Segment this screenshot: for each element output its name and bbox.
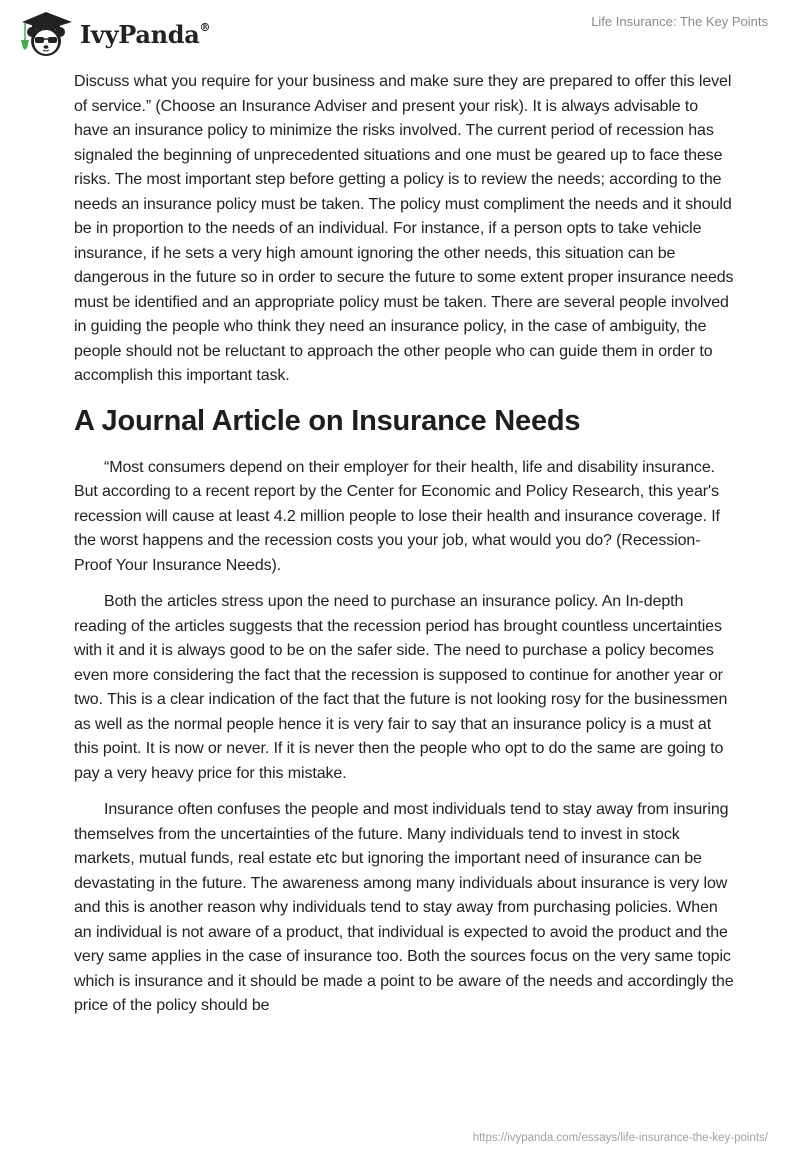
source-url[interactable]: https://ivypanda.com/essays/life-insurance-the-key-points/: [472, 1132, 768, 1144]
paragraph: “Most consumers depend on their employer for their health, life and disability insurance. But according to a recent report by the Center for Economic and Policy Research, this year's recession will cause at least 4.2 million people to lose their health and insurance coverage. If the worst happens and the recession costs you your job, what would you do? (Recession- Proof Your Insurance Needs).: [74, 458, 720, 574]
paragraph: Insurance often confuses the people and most individuals tend to stay away from insuring themselves from the uncertainties of the future. Many individuals tend to invest in stock markets, mutual funds, real estate etc but ignoring the important need of insurance can be devastating in the future. The awareness among many individuals about insurance is very low and this is another reason why individuals tend to stay away from purchasing policies. When an individual is not aware of a product, that individual is expected to avoid the product and the very same applies in the case of insurance too. Both the sources focus on the very same topic which is insurance and it should be made a point to be aware of the needs and accordingly the price of the policy should be: [74, 801, 734, 1014]
paragraph: Discuss what you require for your business and make sure they are prepared to offer this level of service.” (Choose an Insurance Adviser and present your risk). It is always advisable to have an insurance policy to minimize the risks involved. The current period of recession has signaled the beginning of unprecedented situations and one must be geared up to face these risks. The most important step before getting a policy is to review the needs; according to the needs an insurance policy must be taken. The policy must compliment the needs and it should be in proportion to the needs of an individual. For instance, if a person opts to take vehicle insurance, if he sets a very high amount ignoring the other needs, this situation can be dangerous in the future so in order to secure the future to some extent proper insurance needs must be identified and an appropriate policy must be taken. There are several people involved in guiding the people who think they need an insurance policy, in the case of ambiguity, the people should not be reluctant to approach the other people who can guide them in order to accomplish this important task.: [74, 73, 734, 384]
paragraph: Both the articles stress upon the need to purchase an insurance policy. An In-depth reading of the articles suggests that the recession period has brought countless uncertainties with it and it is always good to be on the safer side. The need to purchase a policy becomes even more considering the fact that the recession is supposed to continue for another year or two. This is a clear indication of the fact that the future is not looking rosy for the businessmen as well as the normal people hence it is very fair to say that an insurance policy is a must at this point. It is now or never. If it is never then the people who opt to do the same are going to pay a very heavy price for this mistake.: [74, 593, 728, 782]
ivypanda-logo[interactable]: [16, 8, 210, 58]
page-header: [0, 0, 800, 62]
document-title: Life Insurance: The Key Points: [591, 14, 768, 29]
section-heading: A Journal Article on Insurance Needs: [74, 404, 581, 437]
logo-wordmark: IvyPanda®: [80, 19, 211, 49]
essay-content: [74, 70, 734, 1031]
panda-graduate-icon: [16, 8, 76, 58]
